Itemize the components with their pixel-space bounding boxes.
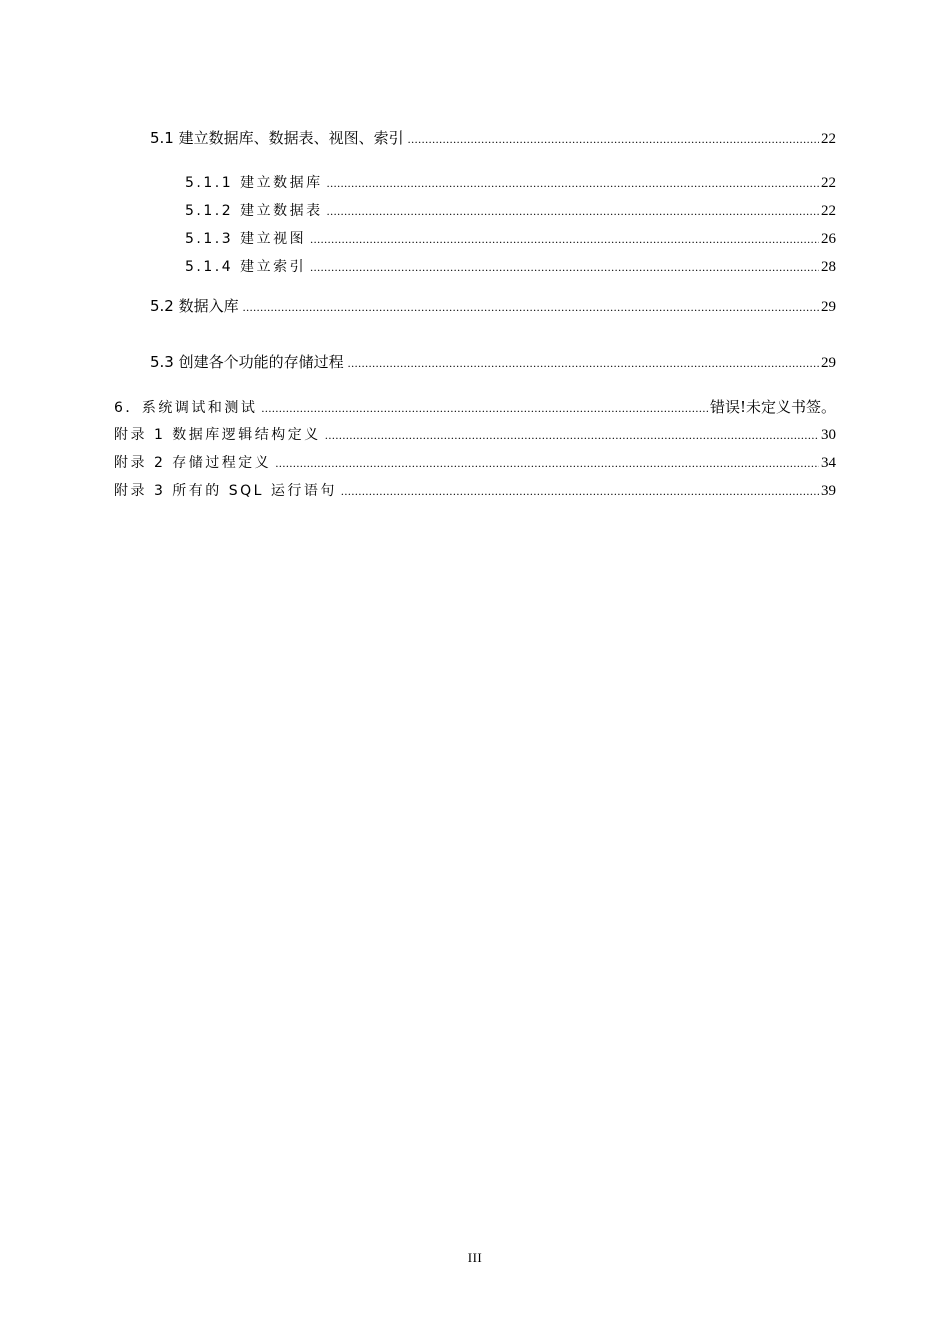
toc-dot-leader (408, 129, 819, 149)
toc-entry-page-error: 错误!未定义书签。 (709, 398, 836, 416)
toc-entry-5-1-1[interactable] (185, 173, 836, 193)
toc-dot-leader (243, 297, 819, 317)
toc-dot-leader (310, 229, 819, 249)
toc-entry-5-3[interactable] (150, 352, 836, 372)
toc-entry-title: 6．系统调试和测试 (114, 400, 258, 416)
toc-entry-title: 5.1 建立数据库、数据表、视图、索引 (150, 129, 404, 147)
toc-entry-5-1-3[interactable] (185, 229, 836, 249)
toc-entry-appendix-2[interactable] (114, 453, 836, 473)
toc-dot-leader (327, 173, 819, 193)
toc-entry-title: 附录 3 所有的 SQL 运行语句 (114, 483, 337, 499)
toc-dot-leader (341, 481, 819, 501)
toc-entry-title: 5.1.4 建立索引 (185, 259, 307, 275)
toc-entry-page: 30 (821, 427, 836, 443)
toc-entry-page: 39 (821, 483, 836, 499)
toc-entry-page: 28 (821, 259, 836, 275)
toc-entry-page: 29 (821, 299, 836, 315)
toc-dot-leader (275, 453, 819, 473)
toc-entry-5-2[interactable] (150, 296, 836, 316)
toc-dot-leader (325, 425, 819, 445)
toc-entry-5-1-2[interactable] (185, 201, 836, 221)
toc-entry-title: 5.1.2 建立数据表 (185, 203, 323, 219)
toc-entry-page: 22 (821, 131, 836, 147)
page-number-footer: III (467, 1250, 483, 1265)
toc-entry-page: 22 (821, 175, 836, 191)
toc-entry-title: 附录 2 存储过程定义 (114, 455, 272, 471)
toc-entry-title: 5.1.3 建立视图 (185, 231, 307, 247)
toc-entry-appendix-3[interactable] (114, 481, 836, 501)
toc-entry-5-1-4[interactable] (185, 257, 836, 277)
toc-entry-title: 5.1.1 建立数据库 (185, 175, 323, 191)
toc-entry-6[interactable] (114, 397, 836, 417)
toc-entry-title: 5.3 创建各个功能的存储过程 (150, 353, 344, 371)
toc-entry-appendix-1[interactable] (114, 425, 836, 445)
toc-entry-page: 29 (821, 355, 836, 371)
toc-dot-leader (327, 201, 819, 221)
toc-entry-page: 34 (821, 455, 836, 471)
toc-dot-leader (348, 353, 819, 373)
toc-entry-title: 附录 1 数据库逻辑结构定义 (114, 427, 321, 443)
toc-dot-leader (261, 398, 708, 418)
toc-entry-5-1[interactable] (150, 128, 836, 148)
toc-entry-title: 5.2 数据入库 (150, 297, 239, 315)
toc-entry-page: 26 (821, 231, 836, 247)
toc-dot-leader (310, 257, 819, 277)
toc-entry-page: 22 (821, 203, 836, 219)
